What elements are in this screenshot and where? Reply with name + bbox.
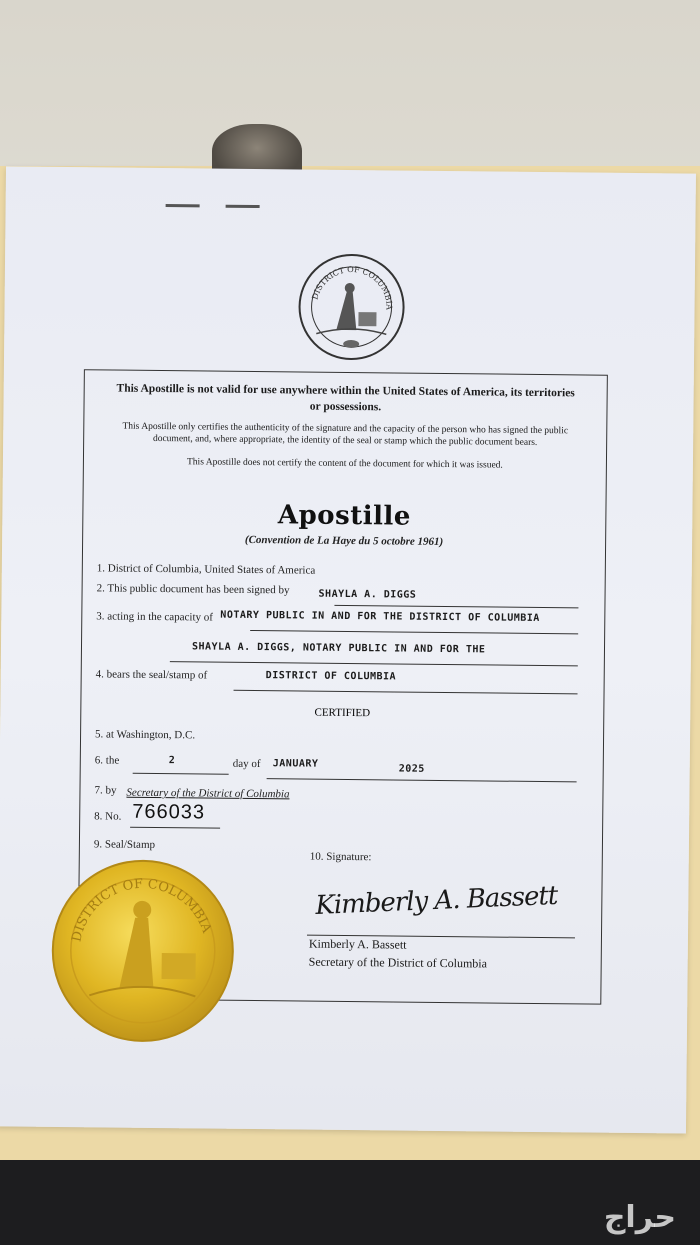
item-3-line-2 xyxy=(170,661,578,666)
pen-mark xyxy=(166,204,200,207)
document-title: Apostille xyxy=(277,500,412,532)
document-subtitle: (Convention de La Haye du 5 octobre 1961) xyxy=(244,533,444,548)
item-4-line xyxy=(234,690,578,695)
apostille-document xyxy=(0,166,696,1133)
item-8-prefix: 8. No. xyxy=(94,810,122,823)
handwritten-signature: Kimberly A. Bassett xyxy=(314,880,558,921)
certified-heading: CERTIFIED xyxy=(314,706,371,720)
item-6-day: 2 xyxy=(168,755,176,767)
item-3-value-2: SHAYLA A. DIGGS, NOTARY PUBLIC IN AND FOR THE xyxy=(191,641,486,656)
item-4-label: 4. bears the seal/stamp of xyxy=(95,668,208,682)
item-7-value: Secretary of the District of Columbia xyxy=(126,786,290,801)
item-2-label: 2. This public document has been signed by xyxy=(96,582,290,597)
item-6-year: 2025 xyxy=(398,763,425,775)
validity-notice: This Apostille is not valid for use anywhere within the United States of America, its territories or possessions. xyxy=(116,382,575,414)
item-7-prefix: 7. by xyxy=(94,784,117,797)
item-5: 5. at Washington, D.C. xyxy=(95,728,196,742)
item-4-value: DISTRICT OF COLUMBIA xyxy=(265,670,397,683)
item-6-month: JANUARY xyxy=(272,758,319,770)
content-notice: This Apostille does not certify the content of the document for which it was issued. xyxy=(186,457,503,471)
gold-seal-text: DISTRICT OF COLUMBIA xyxy=(69,876,214,944)
item-2-value: SHAYLA A. DIGGS xyxy=(318,588,417,601)
seal-text: DISTRICT OF COLUMBIA xyxy=(310,264,394,310)
item-9: 9. Seal/Stamp xyxy=(93,838,156,851)
item-3-label: 3. acting in the capacity of xyxy=(96,610,214,624)
certification-notice: This Apostille only certifies the authenticity of the signature and the capacity of the person who has signed the public document, and, where appropriate, the identity of the seal or stamp which the public document bears. xyxy=(122,421,569,448)
item-8-number: 766033 xyxy=(132,800,206,824)
item-1: 1. District of Columbia, United States of America xyxy=(96,562,316,577)
watermark-logo: حراج xyxy=(603,1200,676,1235)
signer-name: Kimberly A. Bassett xyxy=(308,936,407,952)
item-3-line xyxy=(250,630,578,634)
item-6-mid: day of xyxy=(232,757,261,771)
item-3-value-1: NOTARY PUBLIC IN AND FOR THE DISTRICT OF COLUMBIA xyxy=(220,609,540,625)
district-seal-icon xyxy=(296,251,407,362)
pen-mark xyxy=(226,205,260,208)
item-10: 10. Signature: xyxy=(309,850,372,864)
item-8-line xyxy=(130,827,220,829)
item-6-prefix: 6. the xyxy=(94,754,120,767)
signer-title: Secretary of the District of Columbia xyxy=(308,954,488,971)
item-2-line xyxy=(334,605,578,609)
bottom-edge xyxy=(0,1160,700,1245)
gold-seal-icon xyxy=(49,857,237,1045)
item-6-month-line xyxy=(267,778,577,782)
item-6-day-line xyxy=(133,773,229,775)
